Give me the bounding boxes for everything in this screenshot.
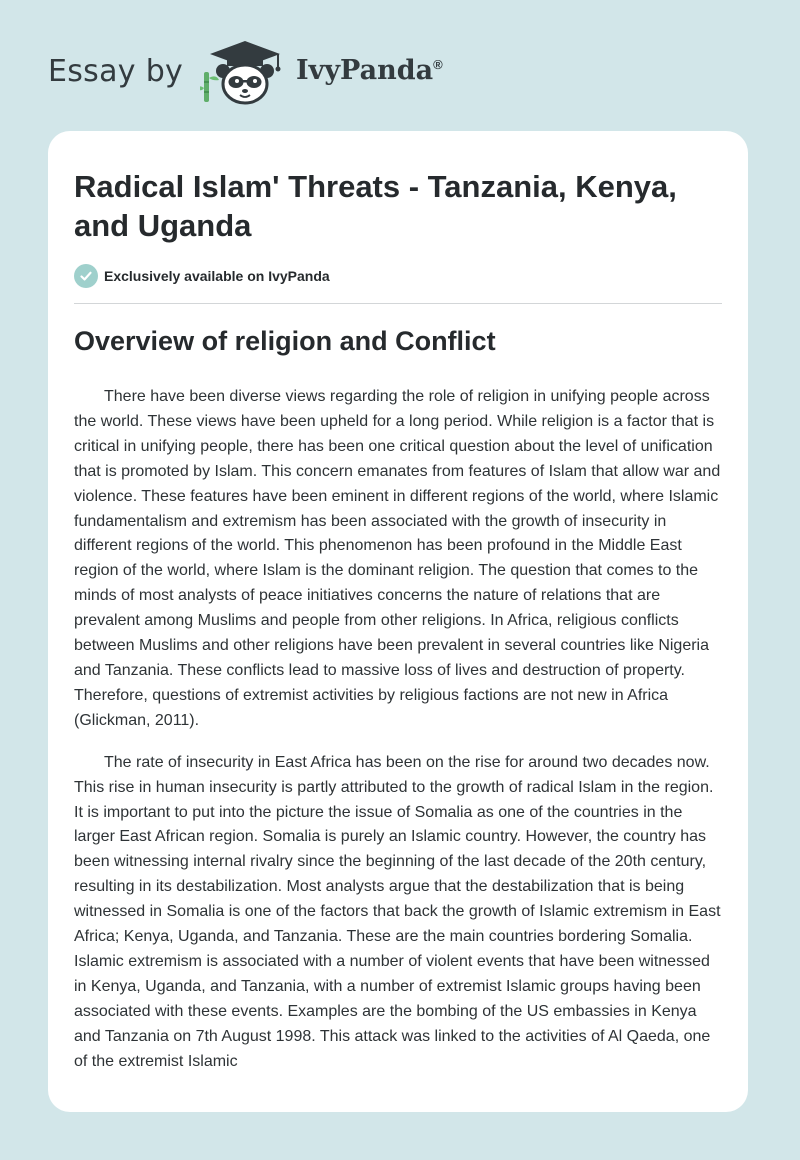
brand-name: IvyPanda® [296,55,443,86]
site-brand[interactable] [48,38,548,108]
exclusive-badge [74,263,330,289]
essay-body [74,385,724,1091]
paragraph: There have been diverse views regarding the role of religion in unifying people across the world. These views have been upheld for a long period. While religion is a factor that is critical in unifying people, there has been one critical question about the level of unification that is promoted by Islam. This concern emanates from features of Islam that allow war and violence. These features have been eminent in different regions of the world, where Islamic fundamentalism and extremism has been associated with the growth of insecurity in different regions of the world. This phenomenon has been profound in the Middle East region of the world, where Islam is the dominant religion. The question that comes to the minds of most analysts of peace initiatives concerns the nature of relations that are prevalent among Muslims and people from other religions. In Africa, religious conflicts between Muslims and other religions have been prevalent in several countries like Nigeria and Tanzania. These conflicts lead to massive loss of lives and destruction of property. Therefore, questions of extremist activities by religious factions are not new in Africa (Glickman, 2011). [74,388,721,729]
page-title: Radical Islam' Threats - Tanzania, Kenya, and Uganda [74,169,677,243]
paragraph: The rate of insecurity in East Africa has been on the rise for around two decades now. This rise in human insecurity is partly attributed to the growth of radical Islam in the region. It is important to put into the picture the issue of Somalia as one of the countries in the larger East African region. Somalia is purely an Islamic country. However, the country has been witnessing internal rivalry since the beginning of the last decade of the 20th century, resulting in its destabilization. Most analysts argue that the destabilization that is being witnessed in Somalia is one of the factors that back the growth of Islamic extremism in East Africa; Kenya, Uganda, and Tanzania. These are the main countries bordering Somalia. Islamic extremism is associated with a number of violent events that have been witnessed in Kenya, Uganda, and Tanzania, with a number of extremist Islamic groups having been associated with these events. Examples are the bombing of the US embassies in Kenya and Tanzania on 7th August 1998. This attack was linked to the activities of Al Qaeda, one of the extremist Islamic [74,753,721,1070]
section-heading: Overview of religion and Conflict [74,326,496,356]
registered-mark: ® [433,57,443,72]
panda-graduate-icon [200,38,290,108]
brand-prefix: Essay by [48,54,184,89]
divider [74,303,722,304]
check-circle-icon [74,264,98,288]
essay-card [48,131,748,1112]
badge-label: Exclusively available on IvyPanda [104,268,330,284]
